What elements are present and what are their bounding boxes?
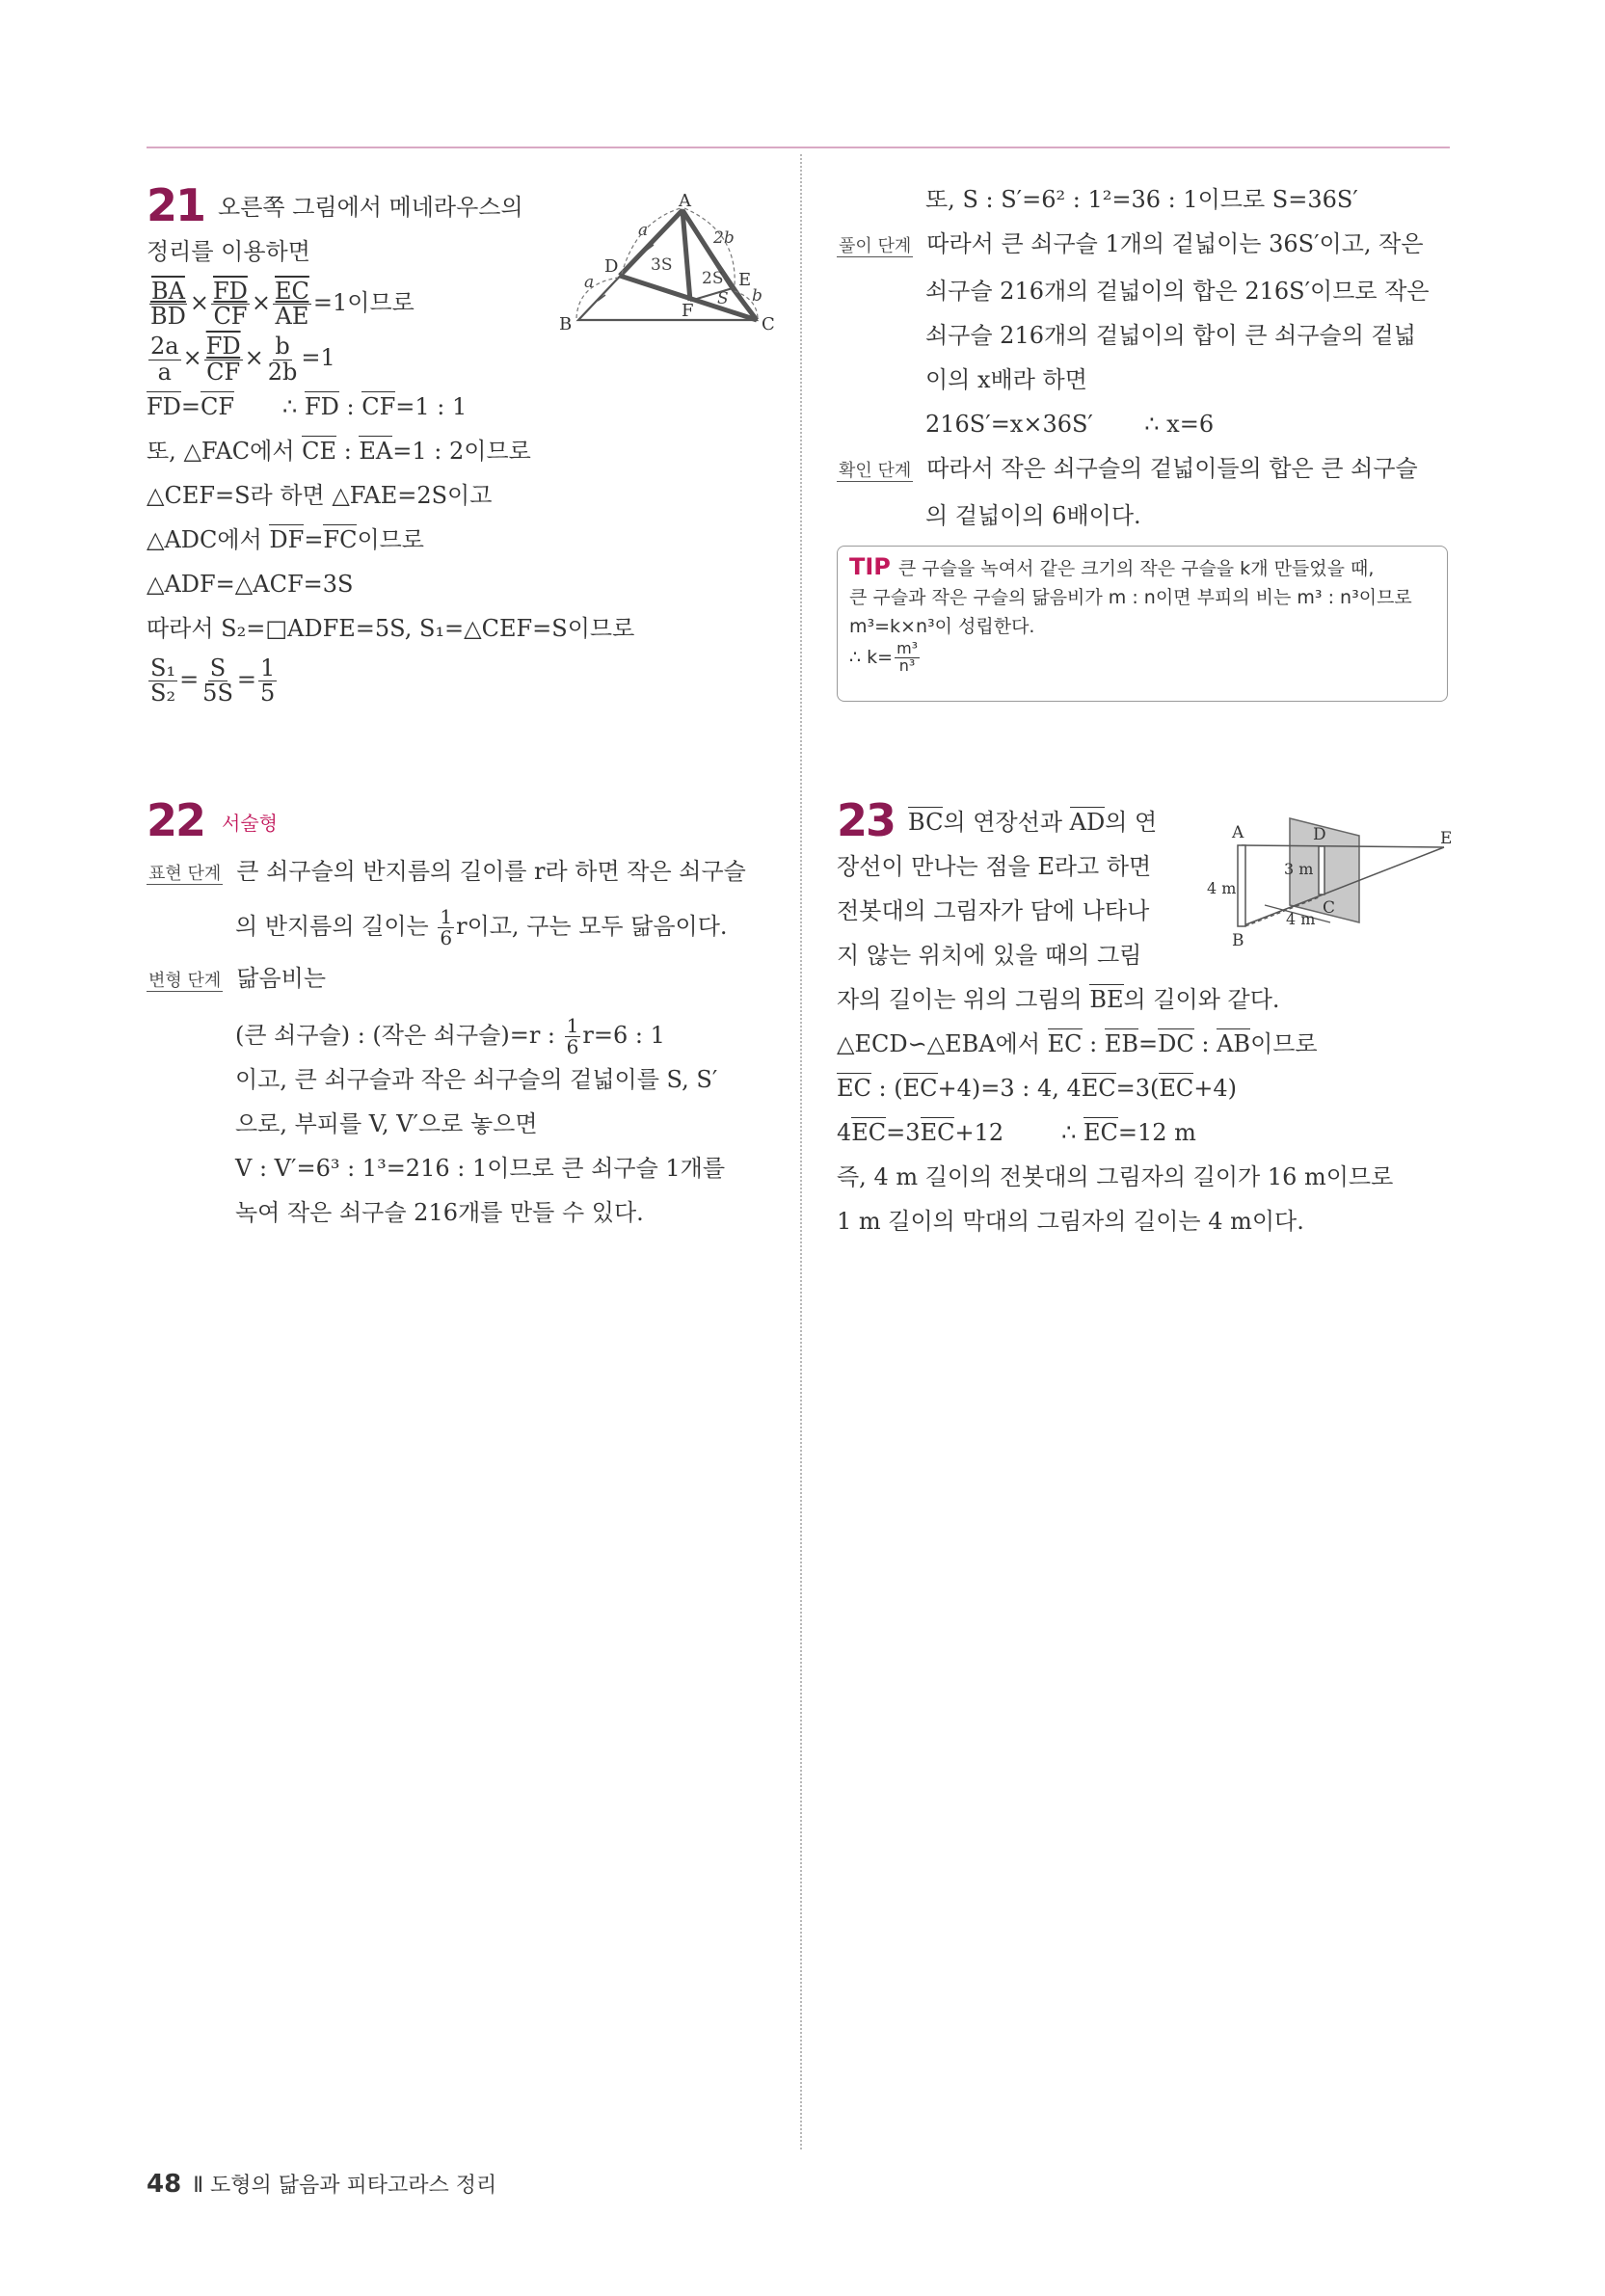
problem-22-continued: 또, S : S′=6² : 1²=36 : 1이므로 S=36S′ 풀이 단계 따라서 큰 쇠구슬 1개의 겉넓이는 36S′이고, 작은 쇠구슬 216개의 겉넓이의 합은 216S′이므로 작은 쇠구슬 216개의 겉넓이의 합이 큰 쇠구슬의 겉넓 이의 x배라 하면 216S′=x×36S′ ∴ x=6 확인 단계 따라서 작은 쇠구슬의 겉넓이들의 합은 큰 쇠구슬 의 겉넓이의 6배이다.: [839, 186, 1430, 529]
svg-text:2S: 2S: [702, 269, 724, 288]
label-d: D: [1313, 825, 1326, 844]
problem-21: 21 오른쪽 그림에서 메네라우스의 정리를 이용하면 $\frac{\overline{BA}}{BD}$ × $\frac{\overline{FD}}{CF}$ × $\frac{\overline{EC}}{AE}$ =1이므로 $\frac{2a}{a}$ × $\frac{\overline{FD}}{CF}$ × $\frac{b}{2b}$ =1 FD=CF ∴ FD : CF=1 : 1 또, △FAC에서 CE : EA=1 : 2이므로 △CEF=S라 하면 △FAE=2S이고 △ADC에서 DF=FC이므로 △ADF=△ACF=3S 따라서 S₂=□ADFE=5S, S₁=△CEF=S이므로 $\frac{\text{S₁}}{\text{S₂}}$ = $\frac{S}{5S}$ = $\frac{1}{5}$: [147, 179, 635, 707]
step-label: 표현 단계: [148, 864, 222, 884]
tip-label: TIP: [849, 553, 891, 580]
top-rule: [147, 147, 1450, 148]
label-c: C: [762, 314, 775, 334]
label-e: E: [1440, 829, 1453, 848]
label-d: D: [604, 256, 619, 277]
problem-number: 22: [147, 794, 205, 846]
label-e: E: [738, 270, 752, 290]
step-label: 변형 단계: [148, 971, 222, 991]
label-height-4m: 4 m: [1207, 879, 1237, 897]
label-f: F: [682, 301, 694, 321]
pole-dc: [1319, 846, 1324, 894]
equation-ratio: $\frac{\text{S₁}}{\text{S₂}}$ = $\frac{S}{5S}$ = $\frac{1}{5}$: [150, 654, 276, 707]
svg-text:S: S: [717, 289, 729, 308]
label-a: A: [679, 193, 691, 211]
page-footer: [147, 2169, 496, 2199]
problem-number: 21: [147, 179, 205, 231]
tip-box: TIP 큰 구슬을 녹여서 같은 크기의 작은 구슬을 k개 만들었을 때, 큰 구슬과 작은 구슬의 닮음비가 m : n이면 부피의 비는 m³ : n³이므로 m³=k×n³이 성립한다. ∴ k= $\frac{\text{m³}}{\text{n³}}$: [837, 546, 1448, 702]
label-height-3m: 3 m: [1284, 860, 1314, 878]
problem-number: 23: [837, 794, 896, 846]
label-b: B: [559, 314, 573, 334]
step-label: 풀이 단계: [839, 236, 912, 256]
chapter-title: Ⅱ 도형의 닮음과 피타고라스 정리: [193, 2174, 497, 2198]
triangle-figure-21: [549, 193, 781, 337]
pole-ab: [1238, 845, 1245, 926]
column-divider: [800, 154, 802, 2149]
equation-menelaus: $\frac{\overline{BA}}{BD}$ × $\frac{\overline{FD}}{CF}$ × $\frac{\overline{EC}}{AE}$ =1이므로: [150, 278, 415, 331]
problem-23: 23 BC의 연장선과 AD의 연 장선이 만나는 점을 E라고 하면 전봇대의 그림자가 담에 나타나 지 않는 위치에 있을 때의 그림 자의 길이는 위의 그림의 BE의 길이와 같다. △ECD∽△EBA에서 EC : EB=DC : AB이므로 EC : (EC+4)=3 : 4, 4EC=3(EC+4) 4EC=3EC+12 ∴ EC=12 m 즉, 4 m 길이의 전봇대의 그림자의 길이가 16 m이므로 1 m 길이의 막대의 그림자의 길이는 4 m이다.: [837, 794, 1394, 1235]
label-c: C: [1323, 898, 1336, 918]
svg-text:a: a: [584, 273, 595, 292]
svg-text:2b: 2b: [713, 228, 735, 248]
page-number: 48: [147, 2170, 182, 2199]
svg-text:3S: 3S: [651, 255, 673, 275]
svg-text:a: a: [638, 221, 649, 240]
label-width-4m: 4 m: [1286, 910, 1316, 928]
line-ae: [1242, 845, 1444, 847]
essay-tag: 서술형: [222, 812, 278, 835]
equation-fd-cf: FD=CF ∴ FD : CF=1 : 1: [147, 392, 468, 420]
svg-text:b: b: [752, 286, 762, 306]
label-a: A: [1232, 823, 1244, 842]
step-label: 확인 단계: [839, 461, 912, 481]
equation-substitute: $\frac{2a}{a}$ × $\frac{\overline{FD}}{CF}$ × $\frac{b}{2b}$ =1: [150, 333, 335, 386]
label-b: B: [1232, 931, 1244, 949]
problem-22: 22 서술형 표현 단계 큰 쇠구슬의 반지름의 길이를 r라 하면 작은 쇠구슬 의 반지름의 길이는 $\frac{1}{6}$ r이고, 구는 모두 닮음이다. 변형 단계 닮음비는 (큰 쇠구슬) : (작은 쇠구슬)=r : $\frac{1}{6}$ r=6 : 1 이고, 큰 쇠구슬과 작은 쇠구슬의 겉넓이를 S, S′ 으로, 부피를 V, V′으로 놓으면 V : V′=6³ : 1³=216 : 1이므로 큰 쇠구슬 1개를 녹여 작은 쇠구슬 216개를 만들 수 있다.: [147, 794, 746, 1226]
shadow-figure-23: [1205, 814, 1456, 949]
